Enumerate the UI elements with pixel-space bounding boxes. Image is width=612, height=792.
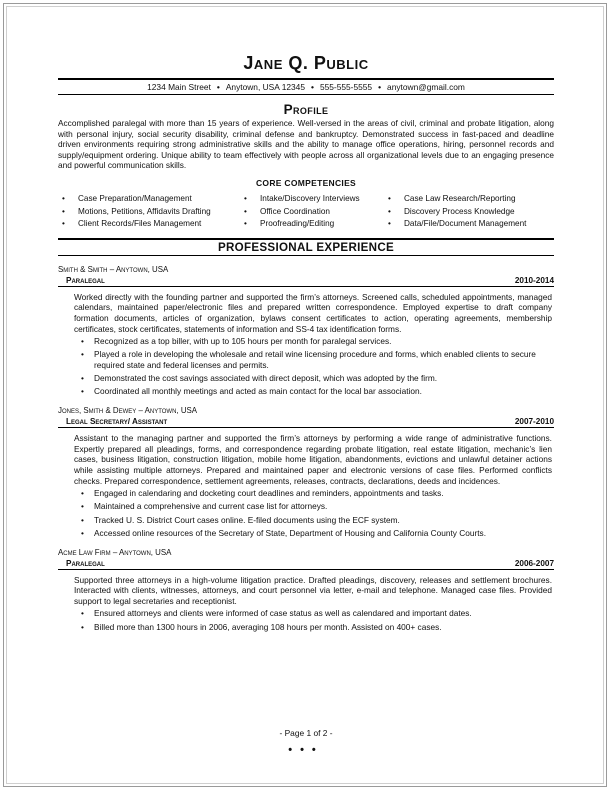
- job-summary: Supported three attorneys in a high-volume litigation practice. Drafted pleadings, discovery, releases and settlement brochures. Interacted with clients, witnesses, attorneys, and court personnel via letter, e-mail and telephone. Managed case files. Provided support to legal secretaries and receptionist.: [74, 574, 552, 606]
- job-employer: Smith & Smith – Anytown, USA: [58, 264, 169, 274]
- experience-heading: PROFESSIONAL EXPERIENCE: [217, 240, 395, 254]
- candidate-name: Jane Q. Public: [243, 53, 369, 73]
- achievement-item: • Demonstrated the cost savings associated with direct deposit, which was adopted by the firm.: [94, 373, 554, 384]
- experience-band: [58, 238, 554, 256]
- job-role: Paralegal: [66, 558, 105, 568]
- job-entry: [58, 265, 554, 398]
- job-achievements: [58, 336, 554, 397]
- competency-item: • Case Law Research/Reporting: [384, 193, 554, 206]
- achievement-item: • Billed more than 1300 hours in 2006, averaging 108 hours per month. Assisted on 400+ cases.: [94, 622, 554, 633]
- job-achievements: [58, 608, 554, 632]
- job-role: Legal Secretary/ Assistant: [66, 417, 168, 427]
- achievement-item: • Recognized as a top biller, with up to 105 hours per month for paralegal services.: [94, 336, 554, 347]
- header-rule-bottom: [58, 94, 554, 95]
- competency-item: • Client Records/Files Management: [58, 218, 240, 231]
- job-dates: 2006-2007: [514, 558, 554, 568]
- contact-address: 1234 Main Street: [147, 82, 211, 92]
- contact-line: [58, 81, 554, 93]
- page-dots: •••: [288, 744, 324, 756]
- achievement-item: • Coordinated all monthly meetings and acted as main contact for the local bar association.: [94, 386, 554, 397]
- competencies-list: [58, 193, 554, 231]
- job-dates: 2010-2014: [514, 275, 554, 285]
- header-rule-top: [58, 78, 554, 80]
- contact-email[interactable]: anytown@gmail.com: [387, 82, 465, 92]
- job-entry: [58, 406, 554, 538]
- experience-rule-bottom: [58, 255, 554, 256]
- job-dates: 2007-2010: [514, 417, 554, 427]
- achievement-item: • Engaged in calendaring and docketing court deadlines and reminders, appointments and tasks.: [94, 488, 554, 499]
- competencies-heading: CORE COMPETENCIES: [255, 177, 357, 188]
- job-role: Paralegal: [66, 275, 105, 285]
- achievement-item: • Accessed online resources of the Secretary of State, Department of Housing and California County Courts.: [94, 528, 554, 539]
- job-summary: Worked directly with the founding partner and supported the firm’s attorneys. Screened calls, scheduled appointments, managed calendars, maintained paper/electronic files and prepared written correspondence. Employed expertise to draft company formation documents, articles of organization, bylaws consent certificates to action, operating agreements, membership certificates, stock certificates, statements of information and SS-4 tax identification forms.: [74, 291, 552, 334]
- job-entry: [58, 548, 554, 633]
- contact-separator: •: [216, 82, 220, 92]
- competency-item: • Discovery Process Knowledge: [384, 206, 554, 219]
- competency-item: • Intake/Discovery Interviews: [240, 193, 384, 206]
- competency-item: • Case Preparation/Management: [58, 193, 240, 206]
- job-role-row: [58, 275, 554, 287]
- contact-separator: •: [311, 82, 314, 92]
- competency-item: • Data/File/Document Management: [384, 218, 554, 231]
- profile-heading: Profile: [283, 102, 329, 117]
- contact-city: Anytown, USA 12345: [225, 82, 305, 92]
- job-role-row: [58, 416, 554, 428]
- competency-item: • Office Coordination: [240, 206, 384, 219]
- achievement-item: • Tracked U. S. District Court cases online. E-filed documents using the ECF system.: [94, 515, 554, 526]
- job-employer: Jones, Smith & Dewey – Anytown, USA: [58, 406, 198, 416]
- contact-phone: 555-555-5555: [319, 82, 373, 92]
- achievement-item: • Ensured attorneys and clients were informed of case status as well as calendared and important dates.: [94, 608, 554, 619]
- job-summary: Assistant to the managing partner and supported the firm’s attorneys by performing a wide range of administrative functions. Expertly prepared all pleadings, forms, and correspondence regarding probate litigation, real estate litigation, mechanic’s lien cases, business litigation, construction litigation, mobile home litigation, abandonments, evictions and unlawful detainer actions while assisting multiple attorneys. Prepared and maintained paper and electronic versions of case files. Performed conflicts checks. Prepared correspondence, settlement agreements, releases, contracts, declarations, deeds and incidences.: [74, 433, 552, 486]
- resume-content: [58, 52, 554, 635]
- job-role-row: [58, 558, 554, 570]
- achievement-item: • Maintained a comprehensive and current case list for attorneys.: [94, 501, 554, 512]
- competency-item: • Motions, Petitions, Affidavits Drafting: [58, 206, 240, 219]
- achievement-item: • Played a role in developing the wholesale and retail wine licensing procedure and forms, which enabled clients to secure required state and federal licenses and permits.: [94, 349, 554, 371]
- job-employer: Acme Law Firm – Anytown, USA: [58, 547, 172, 557]
- contact-separator: •: [378, 82, 382, 92]
- page-number: - Page 1 of 2 -: [279, 728, 333, 738]
- profile-summary: Accomplished paralegal with more than 15 years of experience. Well-versed in the areas of civil, criminal and probate litigation, along with personal injury, social security disability, criminal defense and bankruptcy. Demonstrated success in fast-paced and deadline driven environments requiring strong administrative skills and the ability to manage office operations, hiring, personnel records and supply/equipment ordering. Unique ability to team effectively with people across all organizational levels due to an engaging presence and powerful communication skills.: [58, 118, 554, 171]
- competency-item: • Proofreading/Editing: [240, 218, 384, 231]
- job-achievements: [58, 488, 554, 538]
